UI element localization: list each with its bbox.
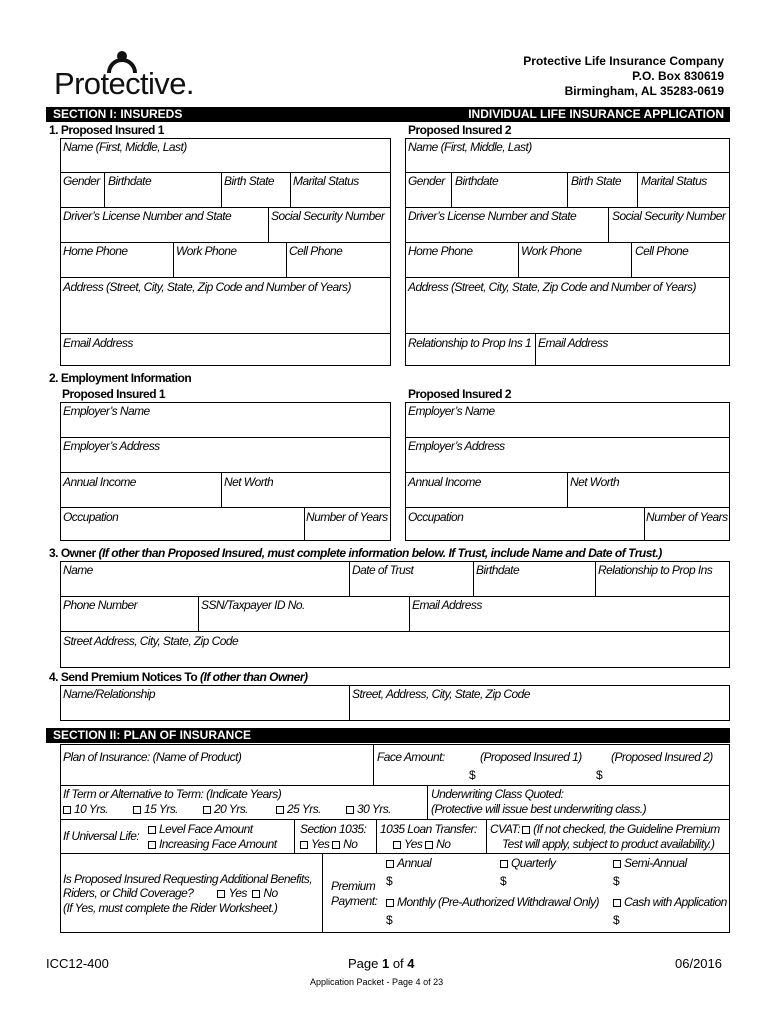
company-name: Protective Life Insurance Company [523, 54, 724, 68]
page-of: of [389, 956, 408, 971]
checkbox-icon[interactable] [425, 841, 433, 849]
pi2-cell-phone-label[interactable]: Cell Phone [635, 244, 689, 258]
pay-monthly[interactable] [386, 895, 599, 909]
checkbox-icon[interactable] [613, 860, 621, 868]
pi1-home-phone-label[interactable]: Home Phone [63, 244, 128, 258]
pi1-name-label[interactable]: Name (First, Middle, Last) [63, 140, 187, 154]
term-20[interactable] [203, 802, 248, 816]
checkbox-icon[interactable] [332, 841, 340, 849]
q3-note: (If other than Proposed Insured, must complete information below. If Trust, include Name and Date of Trust.) [98, 546, 662, 560]
pi2-name-label[interactable]: Name (First, Middle, Last) [408, 140, 532, 154]
ul-increasing[interactable] [148, 837, 277, 851]
ul-increasing-label: Increasing Face Amount [159, 837, 277, 851]
face-pi1-label: (Proposed Insured 1) [480, 750, 582, 764]
checkbox-icon[interactable] [346, 806, 354, 814]
s1035-options[interactable] [300, 837, 357, 851]
term-15-label: 15 Yrs. [144, 802, 178, 816]
pi2-birthdate-label[interactable]: Birthdate [455, 174, 499, 188]
pay-annual-label: Annual [397, 856, 432, 870]
emp-pi1-heading: Proposed Insured 1 [62, 387, 166, 401]
face-pi1-dollar[interactable]: $ [469, 768, 476, 782]
term-label: If Term or Alternative to Term: (Indicate Years) [63, 787, 282, 801]
riders-line-3: (If Yes, must complete the Rider Worksheet.) [63, 901, 278, 915]
page-number: 1 [381, 956, 390, 971]
term-10[interactable] [63, 802, 108, 816]
checkbox-icon[interactable] [203, 806, 211, 814]
checkbox-icon[interactable] [522, 826, 530, 834]
company-city: Birmingham, AL 35283-0619 [564, 84, 724, 98]
form-date: 06/2016 [675, 956, 722, 971]
q4-heading [49, 670, 307, 684]
owner-box [60, 561, 730, 668]
face-pi2-label: (Proposed Insured 2) [611, 750, 713, 764]
company-logo [54, 44, 214, 100]
loan-no: No [436, 837, 451, 851]
riders-line-1: Is Proposed Insured Requesting Additional Benefits, [63, 872, 313, 886]
page-prefix: Page [348, 956, 382, 971]
owner-ssn-label[interactable]: SSN/Taxpayer ID No. [201, 598, 305, 612]
face-pi2-dollar[interactable]: $ [596, 768, 603, 782]
checkbox-icon[interactable] [393, 841, 401, 849]
loan-options[interactable] [393, 837, 450, 851]
cvat-note-1: (If not checked, the Guideline Premium [533, 822, 720, 836]
notices-name-label[interactable]: Name/Relationship [63, 687, 156, 701]
pi2-net-worth-label[interactable]: Net Worth [570, 475, 620, 489]
pay-semi[interactable] [613, 856, 687, 870]
checkbox-icon[interactable] [63, 806, 71, 814]
q1-heading: 1. Proposed Insured 1 [49, 123, 164, 137]
s1035-yes: Yes [311, 837, 330, 851]
term-20-label: 20 Yrs. [214, 802, 248, 816]
s1035-label: Section 1035: [300, 822, 367, 836]
pay-cash-label: Cash with Application [624, 895, 727, 909]
owner-email-label[interactable]: Email Address [412, 598, 482, 612]
pi1-work-phone-label[interactable]: Work Phone [176, 244, 237, 258]
q3-title: 3. Owner [49, 546, 99, 560]
section1-title: SECTION I: INSUREDS [53, 107, 183, 121]
cvat-label: CVAT: [490, 822, 521, 836]
term-25-label: 25 Yrs. [287, 802, 321, 816]
semi-dollar[interactable]: $ [613, 874, 620, 888]
checkbox-icon[interactable] [386, 860, 394, 868]
riders-no: No [263, 886, 278, 900]
owner-relationship-label[interactable]: Relationship to Prop Ins [598, 563, 713, 577]
section2-title: SECTION II: PLAN OF INSURANCE [53, 728, 252, 742]
checkbox-icon[interactable] [500, 860, 508, 868]
pi1-gender-label[interactable]: Gender [63, 174, 100, 188]
pi2-gender-label[interactable]: Gender [408, 174, 445, 188]
pay-semi-label: Semi-Annual [624, 856, 687, 870]
s1035-no: No [343, 837, 358, 851]
uw-class-label[interactable]: Underwriting Class Quoted: [431, 787, 564, 801]
checkbox-icon[interactable] [300, 841, 308, 849]
annual-dollar[interactable]: $ [386, 874, 393, 888]
pi1-birth-state-label[interactable]: Birth State [224, 174, 274, 188]
pi1-address-label[interactable]: Address (Street, City, State, Zip Code and Number of Years) [63, 280, 351, 294]
monthly-dollar[interactable]: $ [386, 913, 393, 927]
pi2-years-label[interactable]: Number of Years [646, 510, 728, 524]
notices-address-label[interactable]: Street, Address, City, State, Zip Code [352, 687, 530, 701]
cash-dollar[interactable]: $ [613, 913, 620, 927]
pi1-annual-income-label[interactable]: Annual Income [63, 475, 136, 489]
pi1-employer-name-label[interactable]: Employer’s Name [63, 404, 150, 418]
pi1-cell-phone-label[interactable]: Cell Phone [289, 244, 343, 258]
premium-label: Premium [331, 879, 376, 893]
pi2-employer-name-label[interactable]: Employer’s Name [408, 404, 495, 418]
pay-monthly-label: Monthly (Pre-Authorized Withdrawal Only) [397, 895, 599, 909]
q4-title: 4. Send Premium Notices To [49, 670, 200, 684]
riders-question: Riders, or Child Coverage? [63, 886, 194, 900]
pi1-occupation-label[interactable]: Occupation [63, 510, 119, 524]
pi1-email-label[interactable]: Email Address [63, 336, 133, 350]
face-amount-label: Face Amount: [377, 750, 445, 764]
q4-note: (If other than Owner) [199, 670, 308, 684]
section1-bar [46, 107, 730, 122]
owner-street-label[interactable]: Street Address, City, State, Zip Code [63, 634, 239, 648]
quarterly-dollar[interactable]: $ [500, 874, 507, 888]
plan-label[interactable]: Plan of Insurance: (Name of Product) [63, 750, 242, 764]
loan-yes: Yes [404, 837, 423, 851]
owner-name-label[interactable]: Name [63, 563, 93, 577]
term-30-label: 30 Yrs. [357, 802, 391, 816]
pi2-heading: Proposed Insured 2 [408, 123, 512, 137]
cvat-row[interactable] [490, 822, 720, 836]
owner-birthdate-label[interactable]: Birthdate [476, 563, 520, 577]
owner-trust-date-label[interactable]: Date of Trust [352, 563, 414, 577]
cvat-note-2: Test will apply, subject to product availability.) [502, 837, 715, 851]
pi2-work-phone-label[interactable]: Work Phone [521, 244, 582, 258]
ul-label: If Universal Life: [63, 829, 140, 843]
pi2-email-label[interactable]: Email Address [538, 336, 608, 350]
pi2-dl-label[interactable]: Driver’s License Number and State [408, 209, 577, 223]
payment-label: Payment: [331, 894, 378, 908]
pi1-ssn-label[interactable]: Social Security Number [271, 209, 385, 223]
term-30[interactable] [346, 802, 391, 816]
logo-wordmark: Protective. [54, 66, 194, 101]
pi2-marital-label[interactable]: Marital Status [641, 174, 707, 188]
ul-level-label: Level Face Amount [159, 822, 253, 836]
application-title: INDIVIDUAL LIFE INSURANCE APPLICATION [468, 107, 724, 121]
term-15[interactable] [133, 802, 178, 816]
pi2-annual-income-label[interactable]: Annual Income [408, 475, 481, 489]
pi1-employer-address-label[interactable]: Employer’s Address [63, 439, 160, 453]
checkbox-icon[interactable] [386, 899, 394, 907]
pi1-marital-label[interactable]: Marital Status [293, 174, 359, 188]
term-25[interactable] [276, 802, 321, 816]
pay-quarterly-label: Quarterly [511, 856, 556, 870]
pi1-net-worth-label[interactable]: Net Worth [224, 475, 274, 489]
packet-page: Application Packet - Page 4 of 23 [310, 977, 444, 987]
pi2-occupation-label[interactable]: Occupation [408, 510, 464, 524]
pay-quarterly[interactable] [500, 856, 555, 870]
checkbox-icon[interactable] [276, 806, 284, 814]
page-indicator [348, 956, 415, 971]
pi2-birth-state-label[interactable]: Birth State [571, 174, 621, 188]
form-number: ICC12-400 [46, 956, 109, 971]
term-10-label: 10 Yrs. [74, 802, 108, 816]
checkbox-icon[interactable] [148, 826, 156, 834]
section2-bar [46, 728, 730, 743]
pi2-employer-address-label[interactable]: Employer’s Address [408, 439, 505, 453]
loan-label: 1035 Loan Transfer: [380, 822, 477, 836]
pi1-dl-label[interactable]: Driver’s License Number and State [63, 209, 232, 223]
q3-heading [49, 546, 662, 560]
company-po-box: P.O. Box 830619 [632, 69, 724, 83]
pi2-home-phone-label[interactable]: Home Phone [408, 244, 473, 258]
pi2-address-label[interactable]: Address (Street, City, State, Zip Code and Number of Years) [408, 280, 696, 294]
riders-yes: Yes [228, 886, 247, 900]
owner-phone-label[interactable]: Phone Number [63, 598, 138, 612]
ul-level[interactable] [148, 822, 253, 836]
checkbox-icon[interactable] [148, 841, 156, 849]
checkbox-icon[interactable] [252, 890, 260, 898]
pi1-birthdate-label[interactable]: Birthdate [108, 174, 152, 188]
emp-pi2-heading: Proposed Insured 2 [408, 387, 512, 401]
page-total: 4 [407, 956, 415, 971]
checkbox-icon[interactable] [133, 806, 141, 814]
pay-annual[interactable] [386, 856, 431, 870]
riders-line-2[interactable] [63, 886, 278, 900]
checkbox-icon[interactable] [613, 899, 621, 907]
pi2-ssn-label[interactable]: Social Security Number [612, 209, 726, 223]
pi2-relationship-label[interactable]: Relationship to Prop Ins 1 [408, 336, 532, 350]
checkbox-icon[interactable] [217, 890, 225, 898]
pay-cash[interactable] [613, 895, 727, 909]
uw-class-note: (Protective will issue best underwriting class.) [431, 802, 647, 816]
pi1-years-label[interactable]: Number of Years [306, 510, 388, 524]
q2-heading: 2. Employment Information [49, 371, 192, 385]
